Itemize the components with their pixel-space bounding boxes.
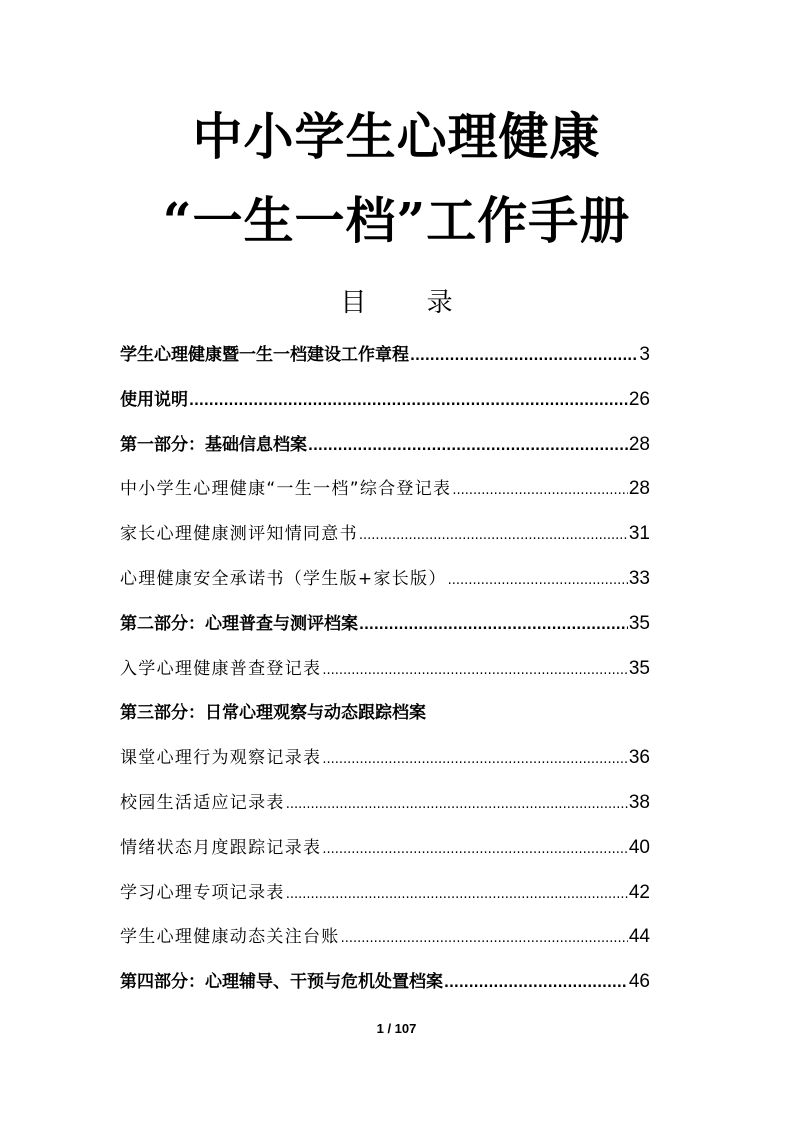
toc-entry[interactable] (120, 826, 650, 871)
toc-entry-title: 学生心理健康暨一生一档建设工作章程 (120, 345, 409, 365)
toc-entry-title: 入学心理健康普查登记表 (120, 658, 322, 679)
toc-entry[interactable] (120, 512, 650, 557)
toc-dot-leader (286, 783, 628, 828)
toc-entry-page: 26 (628, 388, 650, 410)
toc-entry-title: 第三部分：日常心理观察与动态跟踪档案 (120, 703, 426, 724)
page-number: 1 / 107 (376, 1021, 417, 1036)
toc-entry-title: 使用说明 (120, 389, 188, 410)
toc-dot-leader (359, 514, 628, 559)
toc-entry-title: 学生心理健康动态关注台账 (120, 927, 340, 948)
toc-entry-title: 家长心理健康测评知情同意书 (120, 524, 358, 545)
toc-dot-leader (448, 559, 628, 604)
toc-entry-page: 28 (628, 478, 650, 500)
toc-entry[interactable] (120, 467, 650, 512)
toc-entry[interactable] (120, 378, 650, 423)
toc-entry-title: 情绪状态月度跟踪记录表 (120, 837, 322, 858)
toc-dot-leader (341, 917, 628, 962)
table-of-contents (120, 333, 650, 1005)
toc-entry-page: 42 (628, 881, 650, 903)
toc-entry-page: 36 (628, 747, 650, 769)
toc-entry-page: 38 (628, 791, 650, 813)
toc-dot-leader (359, 604, 628, 649)
toc-entry-title: 校园生活适应记录表 (120, 792, 285, 813)
toc-entry-title: 第二部分：心理普查与测评档案 (120, 613, 358, 634)
toc-dot-leader (189, 380, 628, 425)
toc-heading: 目 录 (340, 288, 479, 318)
toc-entry-page: 3 (639, 344, 650, 365)
toc-entry-title: 第一部分：基础信息档案 (120, 434, 307, 455)
toc-entry-page: 33 (628, 567, 650, 589)
toc-dot-leader (322, 738, 628, 783)
toc-entry[interactable] (120, 736, 650, 781)
document-title-line-2: “一生一档”工作手册 (162, 191, 631, 250)
toc-entry[interactable] (120, 647, 650, 692)
toc-entry[interactable] (120, 915, 650, 960)
toc-dot-leader (322, 649, 628, 694)
toc-entry[interactable] (120, 423, 650, 468)
toc-entry-title: 第四部分：心理辅导、干预与危机处置档案 (120, 972, 443, 993)
toc-entry[interactable] (120, 691, 650, 736)
toc-entry[interactable] (120, 333, 650, 378)
toc-entry-page: 40 (628, 836, 650, 858)
toc-entry[interactable] (120, 871, 650, 916)
document-title-line-1: 中小学生心理健康 (192, 107, 601, 166)
toc-dot-leader (452, 469, 628, 514)
toc-entry[interactable] (120, 781, 650, 826)
toc-dot-leader (410, 335, 638, 380)
toc-dot-leader (308, 425, 628, 470)
toc-entry-page: 46 (628, 971, 650, 993)
toc-entry-title: 中小学生心理健康“一生一档”综合登记表 (120, 479, 452, 500)
toc-dot-leader (286, 873, 628, 918)
toc-entry-page: 44 (628, 926, 650, 948)
toc-entry-page: 28 (628, 433, 650, 455)
toc-entry-page: 35 (628, 612, 650, 634)
toc-entry-title: 学习心理专项记录表 (120, 882, 285, 903)
toc-dot-leader (322, 828, 628, 873)
toc-entry-title: 心理健康安全承诺书（学生版+家长版） (120, 568, 447, 589)
toc-entry[interactable] (120, 960, 650, 1005)
toc-entry[interactable] (120, 557, 650, 602)
toc-entry-page: 35 (628, 657, 650, 679)
toc-entry-page: 31 (628, 523, 650, 545)
toc-entry[interactable] (120, 602, 650, 647)
toc-dot-leader (444, 962, 628, 1007)
toc-entry-title: 课堂心理行为观察记录表 (120, 748, 322, 769)
